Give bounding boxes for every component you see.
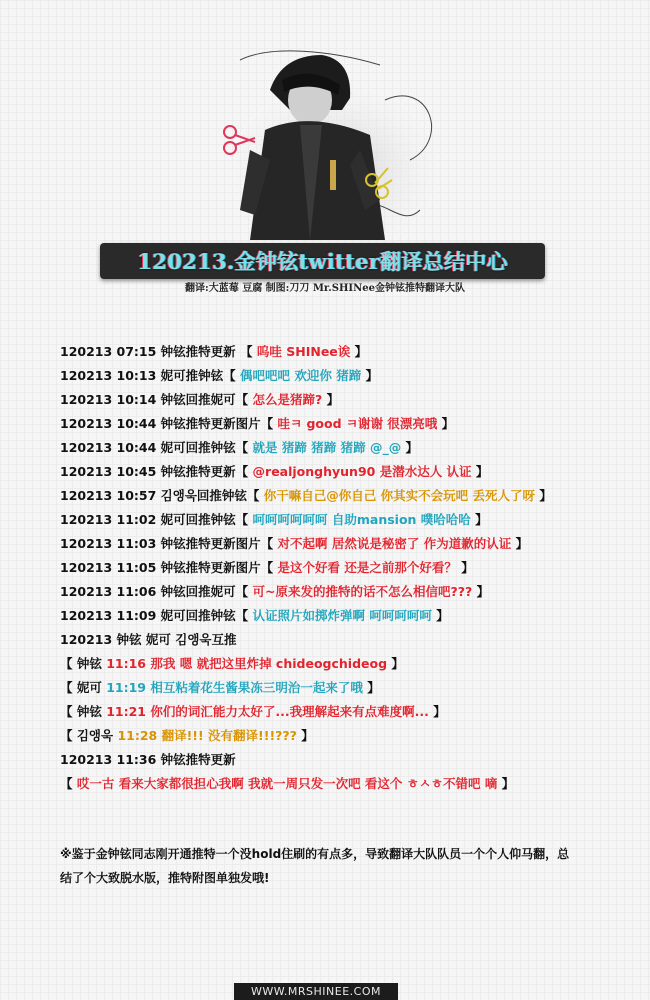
post-close: 】	[472, 584, 490, 599]
post-body: 怎么是猪蹄?	[252, 392, 323, 407]
post-close: 】	[296, 728, 314, 743]
post-open: 【 钟铉	[60, 704, 107, 719]
post-close: 】	[322, 392, 340, 407]
post-close: 】	[470, 512, 488, 527]
post-meta: 120213 10:13 妮可推钟铉【	[60, 368, 241, 383]
post-line	[60, 604, 640, 628]
post-line	[60, 724, 640, 748]
post-time: 11:19	[106, 680, 147, 695]
post-open: 【	[60, 776, 77, 791]
post-meta: 120213 10:14 钟铉回推妮可【	[60, 392, 253, 407]
post-line	[60, 412, 640, 436]
post-body: 对不起啊 居然说是秘密了 作为道歉的认证	[277, 536, 512, 551]
post-meta: 120213 11:06 钟铉回推妮可【	[60, 584, 253, 599]
post-line	[60, 436, 640, 460]
post-line	[60, 676, 640, 700]
post-meta: 120213 10:57 김앵욱回推钟铉【	[60, 488, 264, 503]
post-meta: 120213 11:09 妮可回推钟铉【	[60, 608, 253, 623]
post-body: 就是 猪蹄 猪蹄 猪蹄 @_@	[252, 440, 402, 455]
post-line	[60, 460, 640, 484]
post-close: 】	[511, 536, 529, 551]
post-open: 【 妮可	[60, 680, 107, 695]
post-close: 】	[361, 368, 379, 383]
post-line	[60, 772, 640, 796]
post-close: 】	[534, 488, 552, 503]
footer-url[interactable]: WWW.MRSHINEE.COM	[251, 985, 381, 998]
post-line	[60, 388, 640, 412]
post-meta: 120213 07:15 钟铉推特更新 【	[60, 344, 257, 359]
post-meta: 120213 11:05 钟铉推特更新图片【	[60, 560, 278, 575]
post-list	[60, 340, 640, 796]
post-line	[60, 556, 640, 580]
post-time: 11:28	[117, 728, 158, 743]
header-photo	[210, 40, 450, 255]
footnote: ※鉴于金钟铉同志刚开通推特一个没hold住刷的有点多，导致翻译大队队员一个个人仰马翻，总结了个大致脱水版，推特附图单独发哦!	[60, 847, 570, 885]
post-line	[60, 700, 640, 724]
post-meta: 120213 10:44 妮可回推钟铉【	[60, 440, 253, 455]
post-close: 】	[497, 776, 515, 791]
title-banner	[100, 243, 545, 279]
post-time: 11:21	[106, 704, 147, 719]
post-meta: 120213 10:45 钟铉推特更新【	[60, 464, 253, 479]
post-line	[60, 628, 640, 652]
post-close: 】	[428, 704, 446, 719]
post-line	[60, 364, 640, 388]
post-close: 】	[456, 560, 474, 575]
post-close: 】	[387, 656, 404, 671]
post-line	[60, 652, 640, 676]
post-body: 认证照片如掷炸弹啊 呵呵呵呵呵	[252, 608, 432, 623]
post-meta: 120213 11:36 钟铉推特更新	[60, 752, 236, 767]
post-body: 你干嘛自己@你自己 你其实不会玩吧 丢死人了呀	[263, 488, 535, 503]
post-body: 翻译!!! 没有翻译!!!???	[157, 728, 297, 743]
post-close: 】	[350, 344, 368, 359]
post-body: 那我 嗯 就把这里炸掉 chideogchideog	[146, 656, 388, 671]
post-line	[60, 580, 640, 604]
post-body: 相互粘着花生酱果冻三明治一起来了哦	[146, 680, 363, 695]
post-body: 呜哇 SHINee诶	[256, 344, 351, 359]
post-body: 可~原来发的推特的话不怎么相信吧???	[252, 584, 473, 599]
post-body: 呵呵呵呵呵呵 自助mansion 噗哈哈哈	[252, 512, 471, 527]
post-body: 偶吧吧吧 欢迎你 猪蹄	[240, 368, 362, 383]
post-meta: 120213 10:44 钟铉推特更新图片【	[60, 416, 278, 431]
post-body: @realjonghyun90 是潜水达人 认证	[252, 464, 472, 479]
post-meta: 120213 11:03 钟铉推特更新图片【	[60, 536, 278, 551]
post-line	[60, 532, 640, 556]
post-close: 】	[471, 464, 489, 479]
post-meta: 120213 钟铉 妮可 김앵욱互推	[60, 632, 237, 647]
post-close: 】	[431, 608, 449, 623]
post-line	[60, 340, 640, 364]
post-time: 11:16	[106, 656, 147, 671]
post-body: 你们的词汇能力太好了...我理解起来有点难度啊...	[146, 704, 429, 719]
post-open: 【 钟铉	[60, 656, 107, 671]
page-title: 120213.金钟铉twitter翻译总结中心	[137, 249, 508, 274]
credits-line: 翻译:大蓝莓 豆腐 制图:刀刀 Mr.SHINee金钟铉推特翻译大队	[185, 283, 465, 294]
post-body: 哎一古 看来大家都很担心我啊 我就一周只发一次吧 看这个 ㅎㅅㅎ不错吧 嘀	[76, 776, 498, 791]
post-line	[60, 484, 640, 508]
post-line	[60, 748, 640, 772]
post-meta: 120213 11:02 妮可回推钟铉【	[60, 512, 253, 527]
site-footer	[234, 983, 398, 1000]
post-line	[60, 508, 640, 532]
post-close: 】	[362, 680, 380, 695]
post-body: 是这个好看 还是之前那个好看？	[277, 560, 457, 575]
post-close: 】	[437, 416, 455, 431]
post-close: 】	[401, 440, 419, 455]
post-body: 哇ㅋ good ㅋ谢谢 很漂亮哦	[277, 416, 438, 431]
post-open: 【 김앵욱	[60, 728, 118, 743]
